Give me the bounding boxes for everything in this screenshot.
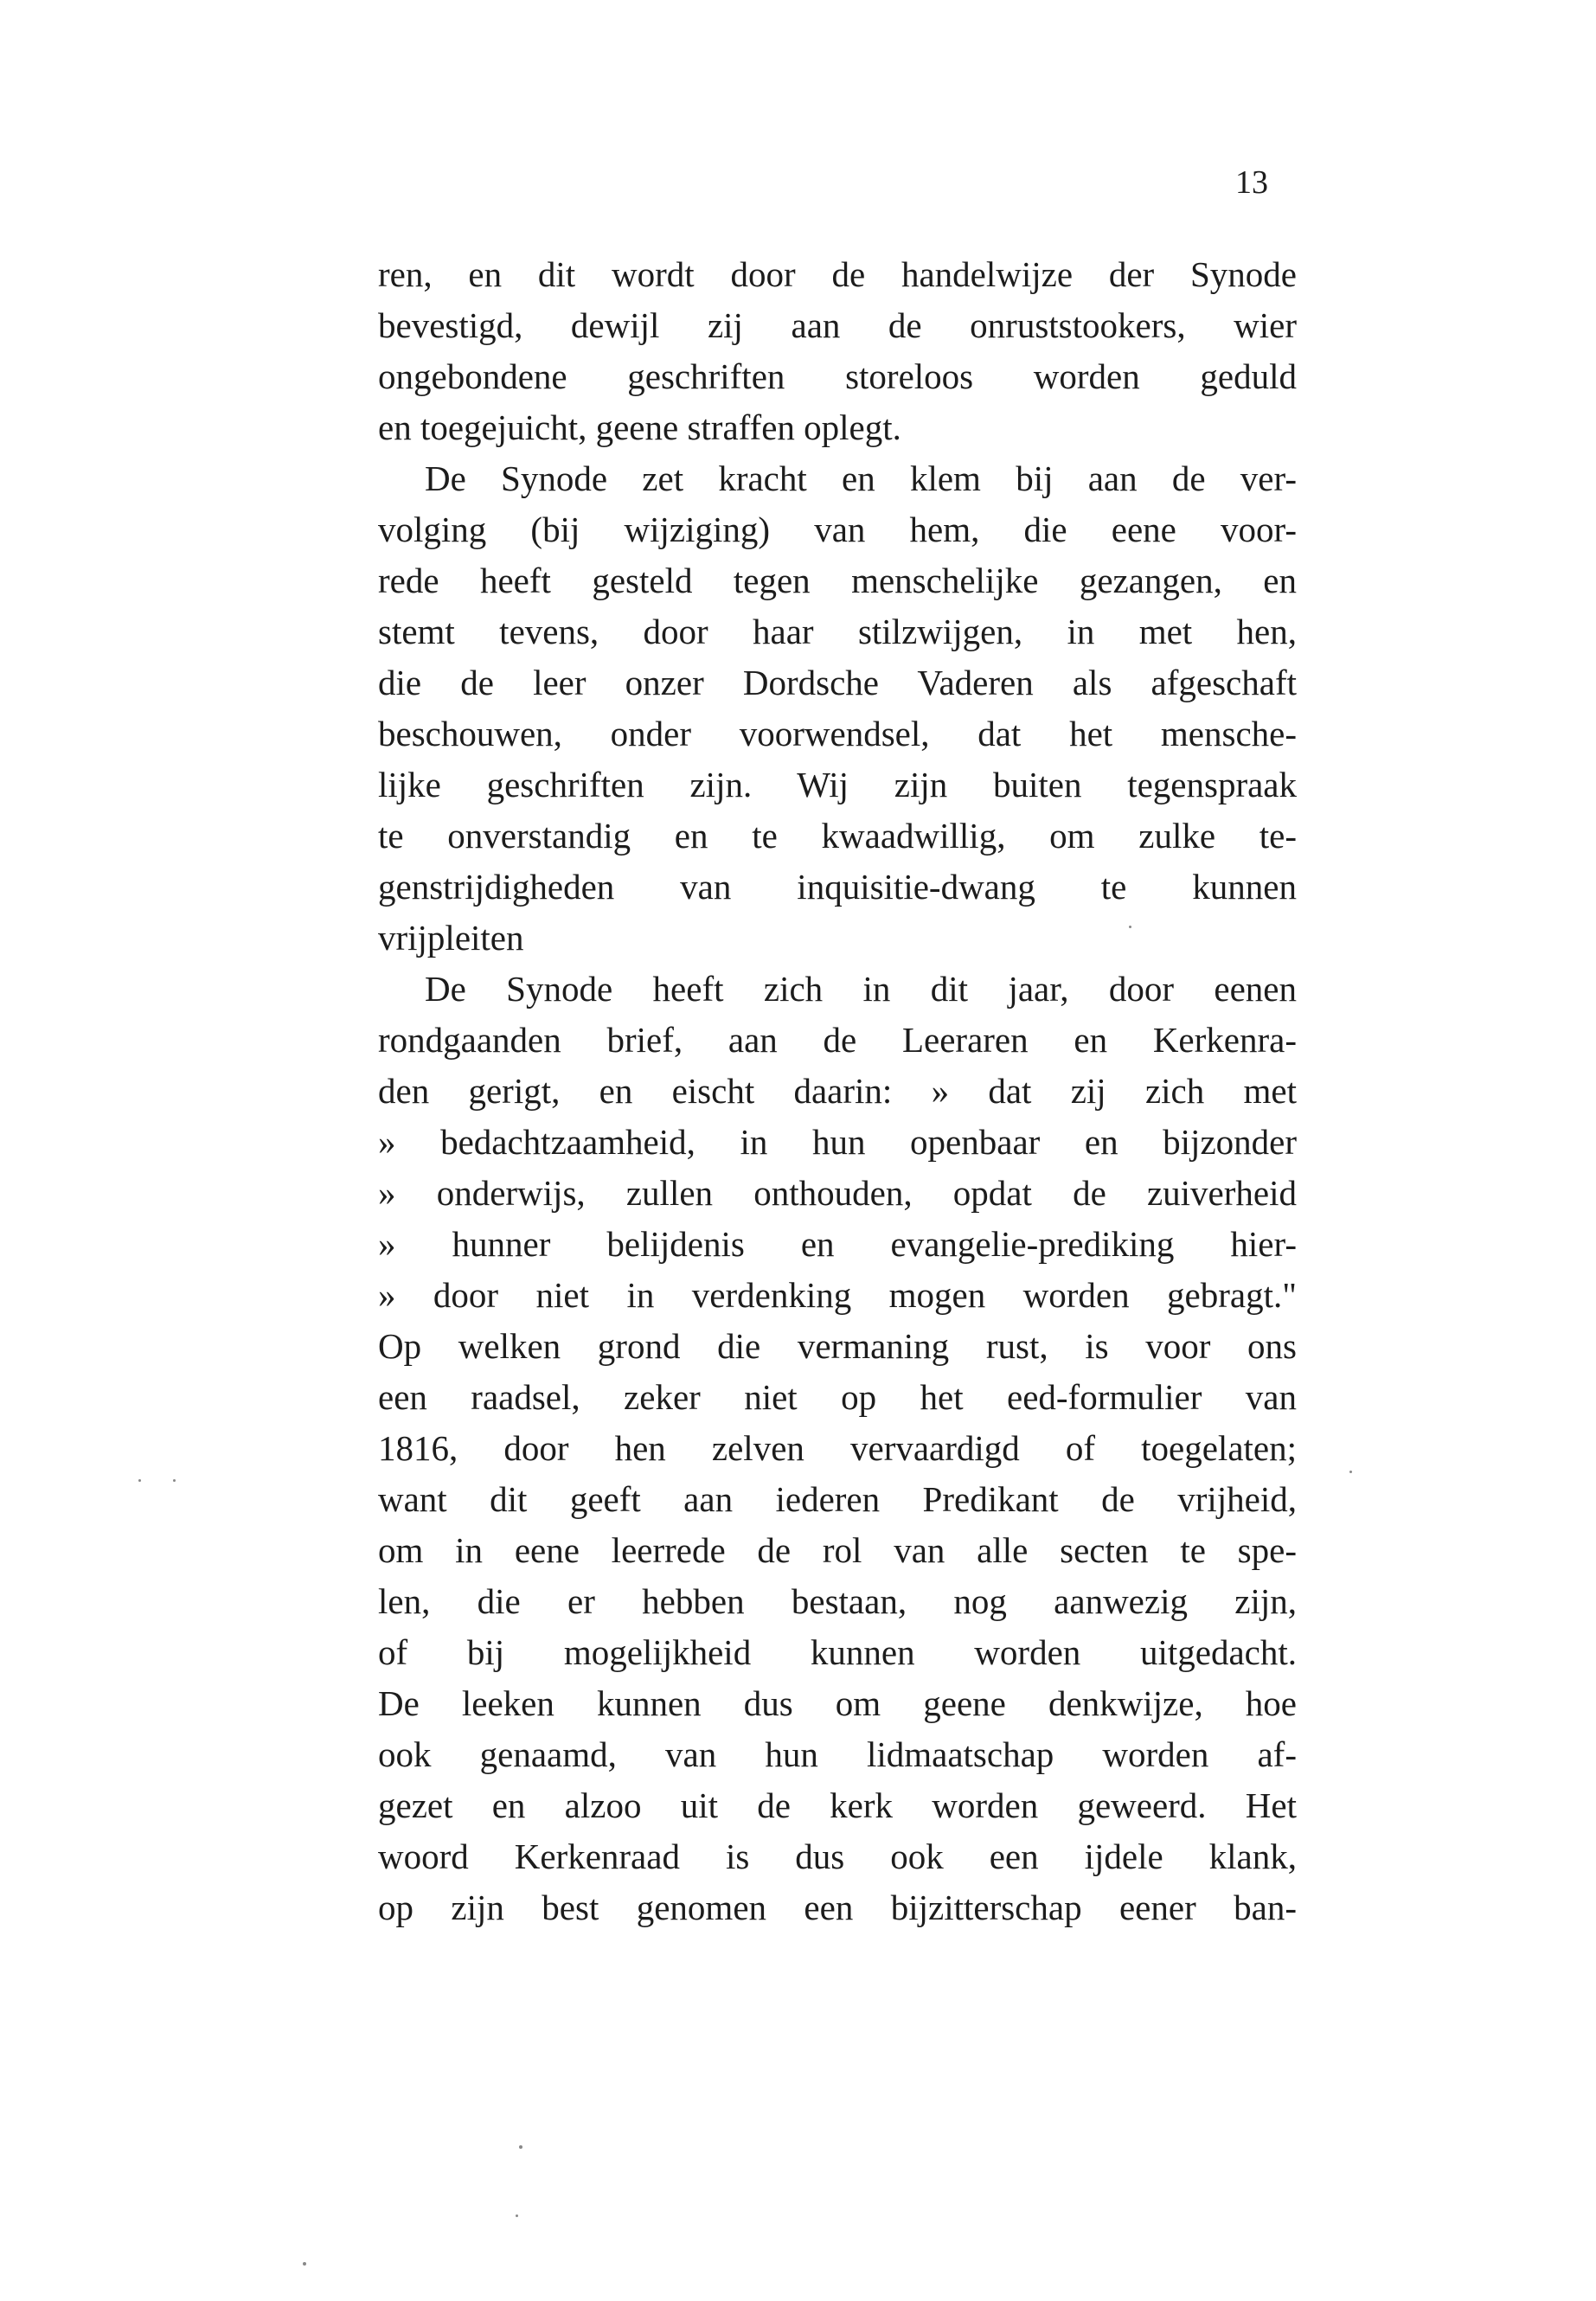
paper-speck [1349, 1471, 1352, 1473]
text-line: op zijn best genomen een bijzitterschap eener ban- [378, 1888, 1297, 1927]
text-line: » hunner belijdenis en evangelie-prediking hier- [378, 1224, 1297, 1264]
text-line: volging (bij wijziging) van hem, die eene voor- [378, 510, 1297, 549]
text-line: De Synode heeft zich in dit jaar, door eenen [425, 969, 1297, 1009]
text-line: ren, en dit wordt door de handelwijze der Synode [378, 254, 1297, 294]
text-line: vrijpleiten [378, 918, 524, 958]
text-line: De Synode zet kracht en klem bij aan de ver- [425, 458, 1297, 498]
text-line: woord Kerkenraad is dus ook een ijdele klank, [378, 1836, 1297, 1876]
paper-speck [138, 1479, 141, 1482]
text-line: len, die er hebben bestaan, nog aanwezig zijn, [378, 1581, 1297, 1621]
page-number: 13 [1235, 164, 1268, 201]
text-line: den gerigt, en eischt daarin: » dat zij zich met [378, 1071, 1297, 1111]
paper-speck [303, 2262, 306, 2266]
text-line: » door niet in verdenking mogen worden gebragt." [378, 1275, 1297, 1315]
text-line: » bedachtzaamheid, in hun openbaar en bijzonder [378, 1122, 1297, 1162]
text-line: die de leer onzer Dordsche Vaderen als afgeschaft [378, 663, 1297, 702]
text-line: te onverstandig en te kwaadwillig, om zulke te- [378, 816, 1297, 856]
paper-speck [173, 1479, 176, 1482]
text-line: of bij mogelijkheid kunnen worden uitgedacht. [378, 1632, 1297, 1672]
paper-speck [516, 2214, 518, 2217]
text-line: beschouwen, onder voorwendsel, dat het mensche- [378, 714, 1297, 753]
text-line: een raadsel, zeker niet op het eed-formulier van [378, 1377, 1297, 1417]
text-line: ongebondene geschriften storeloos worden geduld [378, 356, 1297, 396]
text-line: De leeken kunnen dus om geene denkwijze, hoe [378, 1683, 1297, 1723]
text-line: ook genaamd, van hun lidmaatschap worden af- [378, 1734, 1297, 1774]
text-line: om in eene leerrede de rol van alle secten te spe- [378, 1530, 1297, 1570]
text-line: rondgaanden brief, aan de Leeraren en Kerkenra- [378, 1020, 1297, 1060]
text-line: genstrijdigheden van inquisitie-dwang te kunnen [378, 867, 1297, 907]
text-line: bevestigd, dewijl zij aan de onruststookers, wier [378, 305, 1297, 345]
text-line: Op welken grond die vermaning rust, is voor ons [378, 1326, 1297, 1366]
text-line: stemt tevens, door haar stilzwijgen, in met hen, [378, 612, 1297, 651]
text-line: rede heeft gesteld tegen menschelijke gezangen, en [378, 561, 1297, 600]
text-line: 1816, door hen zelven vervaardigd of toegelaten; [378, 1428, 1297, 1468]
text-line: gezet en alzoo uit de kerk worden geweerd. Het [378, 1785, 1297, 1825]
text-line: en toegejuicht, geene straffen oplegt. [378, 407, 901, 447]
paper-speck [1129, 926, 1131, 928]
text-line: want dit geeft aan iederen Predikant de vrijheid, [378, 1479, 1297, 1519]
paper-speck [519, 2145, 522, 2149]
text-line: lijke geschriften zijn. Wij zijn buiten tegenspraak [378, 765, 1297, 804]
text-line: » onderwijs, zullen onthouden, opdat de zuiverheid [378, 1173, 1297, 1213]
